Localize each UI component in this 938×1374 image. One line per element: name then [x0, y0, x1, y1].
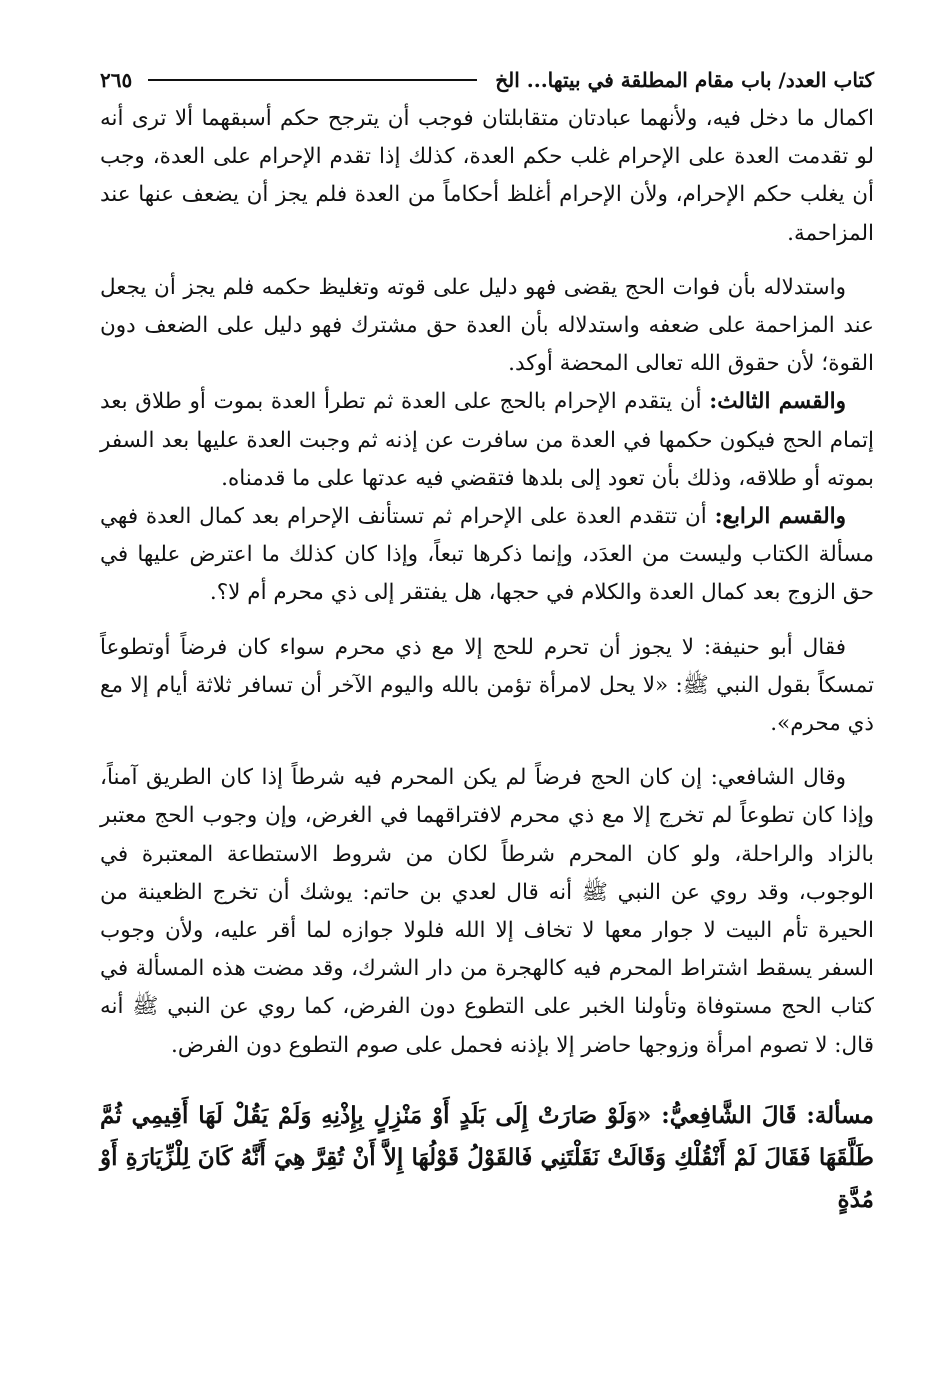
- paragraph: [100, 383, 874, 498]
- paragraph: [100, 759, 874, 1065]
- chapter-title: كتاب العدد/ باب مقام المطلقة في بيتها... الخ: [483, 68, 874, 92]
- paragraph: [100, 629, 874, 744]
- page-number: ٢٦٥: [100, 68, 133, 92]
- body-text: [100, 100, 874, 1065]
- paragraph-text: اكمال ما دخل فيه، ولأنهما عبادتان متقابلتان فوجب أن يترجح حكم أسبقهما ألا ترى أنه لو تقدمت العدة على الإحرام غلب حكم العدة، كذلك إذا تقدم الإحرام على العدة، وجب أن يغلب حكم الإحرام، ولأن الإحرام أغلظ أحكاماً من العدة فلم يجز أن يضعف عنها عند المزاحمة.: [100, 106, 874, 246]
- book-page: [100, 60, 874, 1221]
- paragraph: [100, 498, 874, 613]
- paragraph-text: واستدلاله بأن فوات الحج يقضى فهو دليل على قوته وتغليظ حكمه فلم يجز أن يجعل عند المزاحمة على ضعفه واستدلاله بأن العدة حق مشترك فهو دليل على الضعف دون القوة؛ لأن حقوق الله تعالى المحضة أوكد.: [100, 274, 874, 377]
- masala-quote: «وَلَوْ صَارَتْ إِلَى بَلَدٍ أَوْ مَنْزِلٍ بِإِذْنِهِ وَلَمْ يَقُلْ لَهَا أَقِيمِي ثُمَّ طَلَّقَهَا فَقَالَ لَمْ أَنْقُلْكِ وَقَالَتْ نَقَلْتَنِي فَالقَوْلُ قَوْلُهَا إِلاَّ أَنْ تُقِرَّ هِيَ أَنَّهُ كَانَ لِلْزِّيَارَةِ أَوْ مُدَّةٍ: [100, 1101, 874, 1213]
- masala-block: [100, 1095, 874, 1221]
- header-rule: [148, 79, 477, 81]
- masala-lead: مسألة: قَالَ الشَّافِعيُّ:: [661, 1101, 875, 1129]
- paragraph-text: أن يتقدم الإحرام بالحج على العدة ثم تطرأ العدة بموت أو طلاق بعد إتمام الحج فيكون حكمها في العدة من سافرت عن إذنه ثم وجبت العدة عليها بعد السفر بموته أو طلاقه، وذلك بأن تعود إلى بلدها فتقضي فيه عدتها على ما قدمناه.: [100, 389, 874, 491]
- paragraph-text: فقال أبو حنيفة: لا يجوز أن تحرم للحج إلا مع ذي محرم سواء كان فرضاً أوتطوعاً تمسكاً بقول النبي ﷺ: «لا يحل لامرأة تؤمن بالله واليوم الآخر أن تسافر ثلاثة أيام إلا مع ذي محرم».: [100, 634, 874, 737]
- paragraph-text: وقال الشافعي: إن كان الحج فرضاً لم يكن المحرم فيه شرطاً إذا كان الطريق آمناً، وإذا كان تطوعاً لم تخرج إلا مع ذي محرم لافتراقهما في الغرض، وإن وجوب الحج معتبر بالزاد والراحلة، ولو كان المحرم شرطاً لكان من شروط الاستطاعة المعتبرة في الوجوب، وقد روي عن النبي ﷺ أنه قال لعدي بن حاتم: يوشك أن تخرج الظعينة من الحيرة تأم البيت لا جوار معها لا تخاف إلا الله فلولا جوازه لما أقر عليه، ولأن وجوب السفر يسقط اشتراط المحرم فيه كالهجرة من دار الشرك، وقد مضت هذه المسألة في كتاب الحج مستوفاة وتأولنا الخبر على التطوع دون الفرض، كما روي عن النبي ﷺ أنه قال: لا تصوم امرأة وزوجها حاضر إلا بإذنه فحمل على صوم التطوع دون الفرض.: [100, 765, 874, 1058]
- section-lead: والقسم الثالث:: [709, 389, 846, 415]
- paragraph-text: أن تتقدم العدة على الإحرام ثم تستأنف الإحرام بعد كمال العدة فهي مسألة الكتاب وليست من العدَد، وإنما ذكرها تبعاً، وإذا كان كذلك ما اعترض عليها في حق الزوج بعد كمال العدة والكلام في حجها، هل يفتقر إلى ذي محرم أم لا؟.: [100, 504, 874, 606]
- running-head: [100, 60, 874, 100]
- paragraph: [100, 100, 874, 253]
- paragraph: [100, 269, 874, 384]
- section-lead: والقسم الرابع:: [714, 504, 846, 530]
